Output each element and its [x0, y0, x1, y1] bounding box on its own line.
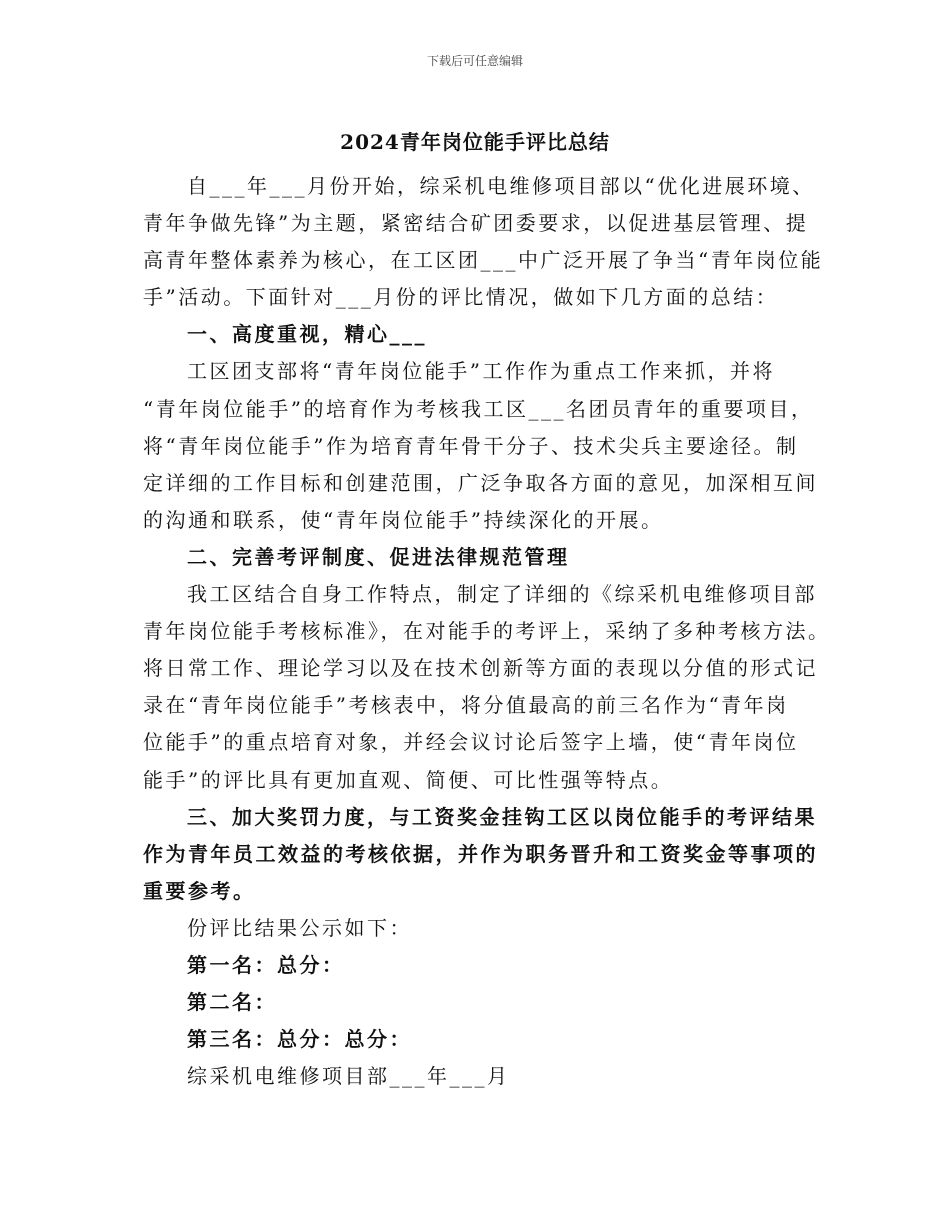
section-heading-3-cont: 重要参考。: [143, 878, 256, 903]
document-body: [143, 168, 831, 1095]
paragraph-line: 将“青年岗位能手”作为培育青年骨干分子、技术尖兵主要途径。制: [143, 433, 799, 458]
paragraph-line: 录在“青年岗位能手”考核表中，将分值最高的前三名作为“青年岗: [143, 693, 789, 718]
paragraph-line: 工区团支部将“青年岗位能手”工作作为重点工作来抓，并将: [187, 359, 775, 384]
paragraph-line: 我工区结合自身工作特点，制定了详细的《综采机电维修项目部: [187, 582, 817, 607]
section-heading-3: 三、加大奖罚力度，与工资奖金挂钩工区以岗位能手的考评结果: [187, 804, 817, 829]
paragraph-line: 青年争做先锋”为主题，紧密结合矿团委要求，以促进基层管理、提: [143, 211, 809, 236]
paragraph-line: 将日常工作、理论学习以及在技术创新等方面的表现以分值的形式记: [143, 656, 818, 681]
rank-first: 第一名：总分：: [187, 952, 345, 977]
paragraph-line: 定详细的工作目标和创建范围，广泛争取各方面的意见，加深相互间: [143, 470, 818, 495]
document-title: 2024青年岗位能手评比总结: [340, 130, 610, 154]
paragraph-line: “青年岗位能手”的培育作为考核我工区___名团员青年的重要项目，: [143, 396, 814, 421]
rank-third: 第三名：总分：总分：: [187, 1027, 412, 1052]
paragraph-line: 能手”的评比具有更加直观、简便、可比性强等特点。: [143, 767, 674, 792]
paragraph-line: 青年岗位能手考核标准》，在对能手的考评上，采纳了多种考核方法。: [143, 619, 831, 644]
section-heading-3-cont: 作为青年员工效益的考核依据，并作为职务晋升和工资奖金等事项的: [143, 841, 818, 866]
header-note: 下载后可任意编辑: [426, 54, 523, 68]
section-heading-2: 二、完善考评制度、促进法律规范管理: [187, 544, 570, 569]
paragraph-line: 位能手”的重点培育对象，并经会议讨论后签字上墙，使“青年岗位: [143, 730, 799, 755]
section-heading-1: 一、高度重视，精心___: [187, 322, 427, 347]
signature-line: 综采机电维修项目部___年___月: [187, 1064, 510, 1089]
paragraph-line: 的沟通和联系，使“青年岗位能手”持续深化的开展。: [143, 507, 664, 532]
paragraph-line: 高青年整体素养为核心，在工区团___中广泛开展了争当“青年岗位能: [143, 248, 824, 273]
paragraph-line: 自___年___月份开始，综采机电维修项目部以“优化进展环境、: [187, 174, 815, 198]
results-intro: 份评比结果公示如下：: [187, 915, 412, 940]
rank-second: 第二名：: [187, 990, 277, 1015]
paragraph-line: 手”活动。下面针对___月份的评比情况，做如下几方面的总结：: [143, 285, 779, 310]
